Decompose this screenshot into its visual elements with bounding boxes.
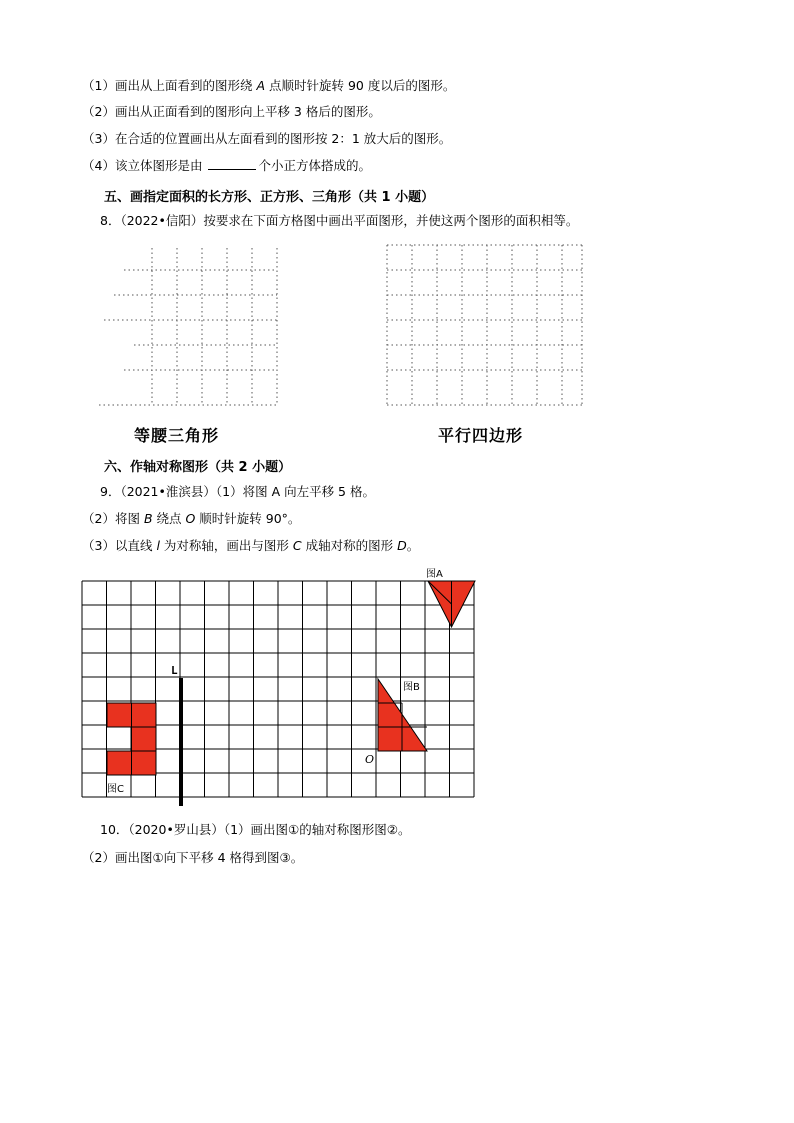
transformation-grid[interactable] (78, 564, 478, 808)
dotted-grid-left[interactable] (94, 240, 284, 410)
question-8: 8．（2022•信阳）按要求在下面方格图中画出平面图形，并使这两个图形的面积相等。 (100, 213, 579, 228)
question-4: （4）该立体图形是由 个小正方体搭成的。 (82, 158, 371, 173)
question-1: （1）画出从上面看到的图形绕 A 点顺时针旋转 90 度以后的图形。 (82, 78, 456, 93)
section-6-title: 六、作轴对称图形（共 2 小题） (104, 460, 292, 475)
question-2: （2）画出从正面看到的图形向上平移 3 格后的图形。 (82, 104, 381, 119)
label-point-o: O (365, 753, 375, 766)
question-9-line3: （3）以直线 l 为对称轴，画出与图形 C 成轴对称的图形 D。 (82, 538, 420, 553)
question-3: （3）在合适的位置画出从左面看到的图形按 2：1 放大后的图形。 (82, 131, 452, 146)
section-5-title: 五、画指定面积的长方形、正方形、三角形（共 1 小题） (104, 190, 435, 205)
question-9-line2: （2）将图 B 绕点 O 顺时针旋转 90°。 (82, 511, 301, 526)
caption-isosceles-triangle: 等腰三角形 (134, 426, 220, 445)
figure-c-shape[interactable] (107, 703, 156, 775)
label-figure-b: 图B (403, 682, 420, 693)
question-10-line2: （2）画出图①向下平移 4 格得到图③。 (82, 850, 304, 865)
question-10-line1: 10．（2020•罗山县）（1）画出图①的轴对称图形图②。 (100, 822, 411, 837)
caption-parallelogram: 平行四边形 (438, 426, 524, 445)
label-line-l: L (171, 664, 178, 677)
question-9-line1: 9．（2021•淮滨县）（1）将图 A 向左平移 5 格。 (100, 484, 375, 499)
dotted-grid-right[interactable] (382, 240, 587, 410)
answer-blank[interactable] (208, 158, 256, 170)
label-figure-a: 图A (426, 569, 443, 580)
label-figure-c: 图C (107, 784, 124, 795)
